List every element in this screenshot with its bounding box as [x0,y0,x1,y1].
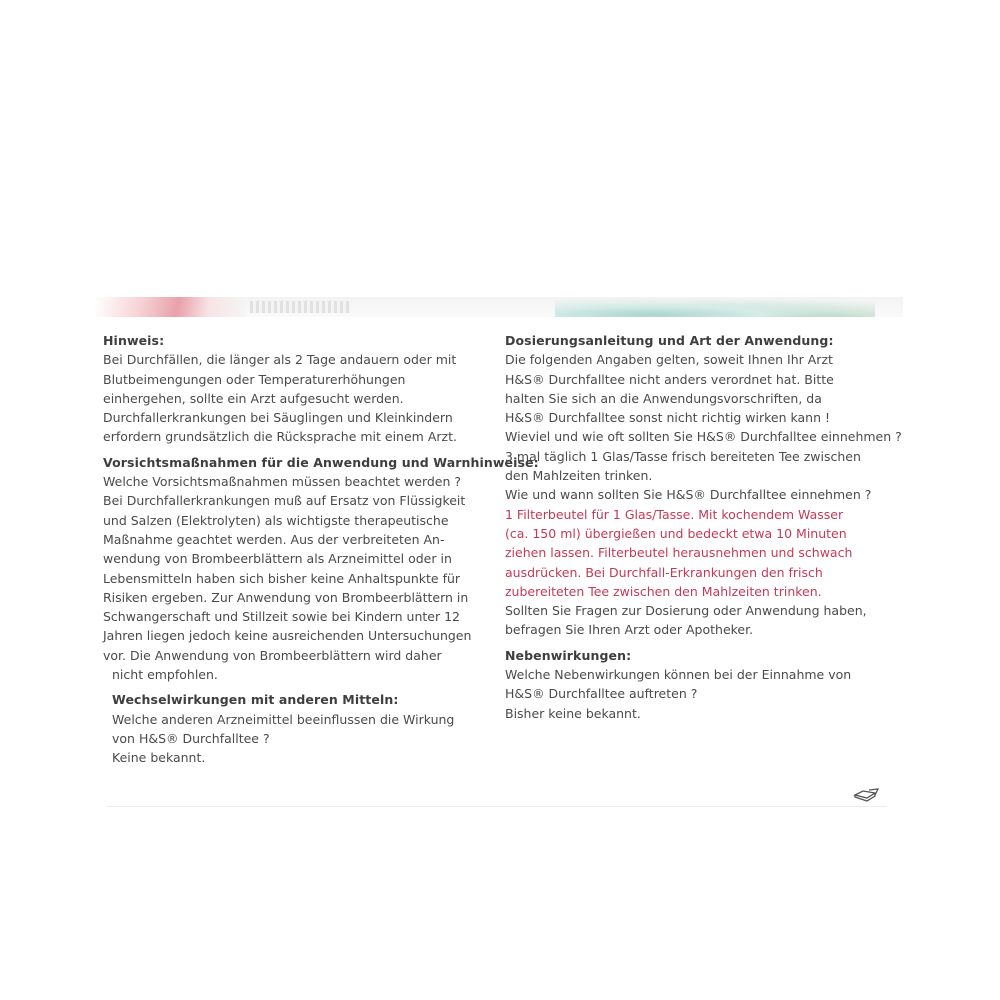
text-line: Maßnahme geachtet werden. Aus der verbreiteten An- [103,531,445,547]
text-line: einhergehen, sollte ein Arzt aufgesucht werden. [103,390,404,406]
neben-section [505,646,895,723]
text-line: Wie und wann sollten Sie H&S® Durchfalltee einnehmen ? [505,487,872,503]
text-line: halten Sie sich an die Anwendungsvorschriften, da [505,390,822,406]
leaf-illustration-strip [555,297,875,317]
vorsicht-heading: Vorsichtsmaßnahmen für die Anwendung und Warnhinweise: [103,454,539,470]
text-line: Bisher keine bekannt. [505,705,641,721]
hinweis-section [103,331,493,447]
text-line: Welche Vorsichtsmaßnahmen müssen beachtet werden ? [103,474,462,490]
text-line: wendung von Brombeerblättern als Arzneimittel oder in [103,551,452,567]
wechsel-section [103,690,493,767]
text-line: befragen Sie Ihren Arzt oder Apotheker. [505,622,754,638]
instruction-line: zubereiteten Tee zwischen den Mahlzeiten trinken. [505,583,822,599]
hinweis-heading: Hinweis: [103,333,165,348]
bottom-divider [107,806,887,807]
text-line: von H&S® Durchfalltee ? [112,730,270,746]
text-line: Welche Nebenwirkungen können bei der Einnahme von [505,667,852,683]
text-line: erfordern grundsätzlich die Rücksprache mit einem Arzt. [103,429,457,445]
text-line: Schwangerschaft und Stillzeit sowie bei Kindern unter 12 [103,609,461,625]
text-line: Die folgenden Angaben gelten, soweit Ihnen Ihr Arzt [505,352,833,368]
instruction-line: 1 Filterbeutel für 1 Glas/Tasse. Mit kochendem Wasser [505,506,844,522]
text-line: H&S® Durchfalltee sonst nicht richtig wirken kann ! [505,410,830,426]
text-line: Jahren liegen jedoch keine ausreichenden Untersuchungen [103,628,472,644]
text-line: H&S® Durchfalltee auftreten ? [505,686,698,702]
text-line: Wieviel und wie oft sollten Sie H&S® Durchfalltee einnehmen ? [505,429,902,445]
text-line: Bei Durchfällen, die länger als 2 Tage andauern oder mit [103,352,457,368]
text-line: und Salzen (Elektrolyten) als wichtigste therapeutische [103,512,449,528]
instruction-line: (ca. 150 ml) übergießen und bedeckt etwa 10 Minuten [505,525,847,541]
text-line: Risiken ergeben. Zur Anwendung von Brombeerblättern in [103,589,469,605]
neben-heading: Nebenwirkungen: [505,647,632,663]
brand-logo-strip [95,297,245,317]
text-line: nicht empfohlen. [112,667,218,683]
package-top-strip [95,297,903,317]
left-column [103,331,539,768]
wechsel-heading: Wechselwirkungen mit anderen Mitteln: [112,692,399,708]
text-line: Bei Durchfallerkrankungen muß auf Ersatz von Flüssigkeit [103,493,466,509]
instruction-line: ausdrücken. Bei Durchfall-Erkrankungen den frisch [505,564,823,580]
vorsicht-section [103,453,539,685]
text-line: H&S® Durchfalltee nicht anders verordnet hat. Bitte [505,371,834,387]
open-box-arrow-icon [853,787,881,803]
product-name-strip [250,301,350,313]
text-line: den Mahlzeiten trinken. [505,468,653,484]
text-line: 3 mal täglich 1 Glas/Tasse frisch bereiteten Tee zwischen [505,448,861,464]
text-line: Lebensmitteln haben sich bisher keine Anhaltspunkte für [103,570,461,586]
instruction-line: ziehen lassen. Filterbeutel herausnehmen und schwach [505,545,853,561]
text-line: Sollten Sie Fragen zur Dosierung oder Anwendung haben, [505,603,867,619]
right-column [505,331,902,723]
text-line: vor. Die Anwendung von Brombeerblättern wird daher [103,647,442,663]
text-line: Welche anderen Arzneimittel beeinflussen die Wirkung [112,711,455,727]
dosierung-heading: Dosierungsanleitung und Art der Anwendung: [505,333,834,348]
text-line: Keine bekannt. [112,750,206,766]
text-line: Durchfallerkrankungen bei Säuglingen und Kleinkindern [103,410,453,426]
dosierung-section [505,331,902,640]
text-line: Blutbeimengungen oder Temperaturerhöhungen [103,371,406,387]
